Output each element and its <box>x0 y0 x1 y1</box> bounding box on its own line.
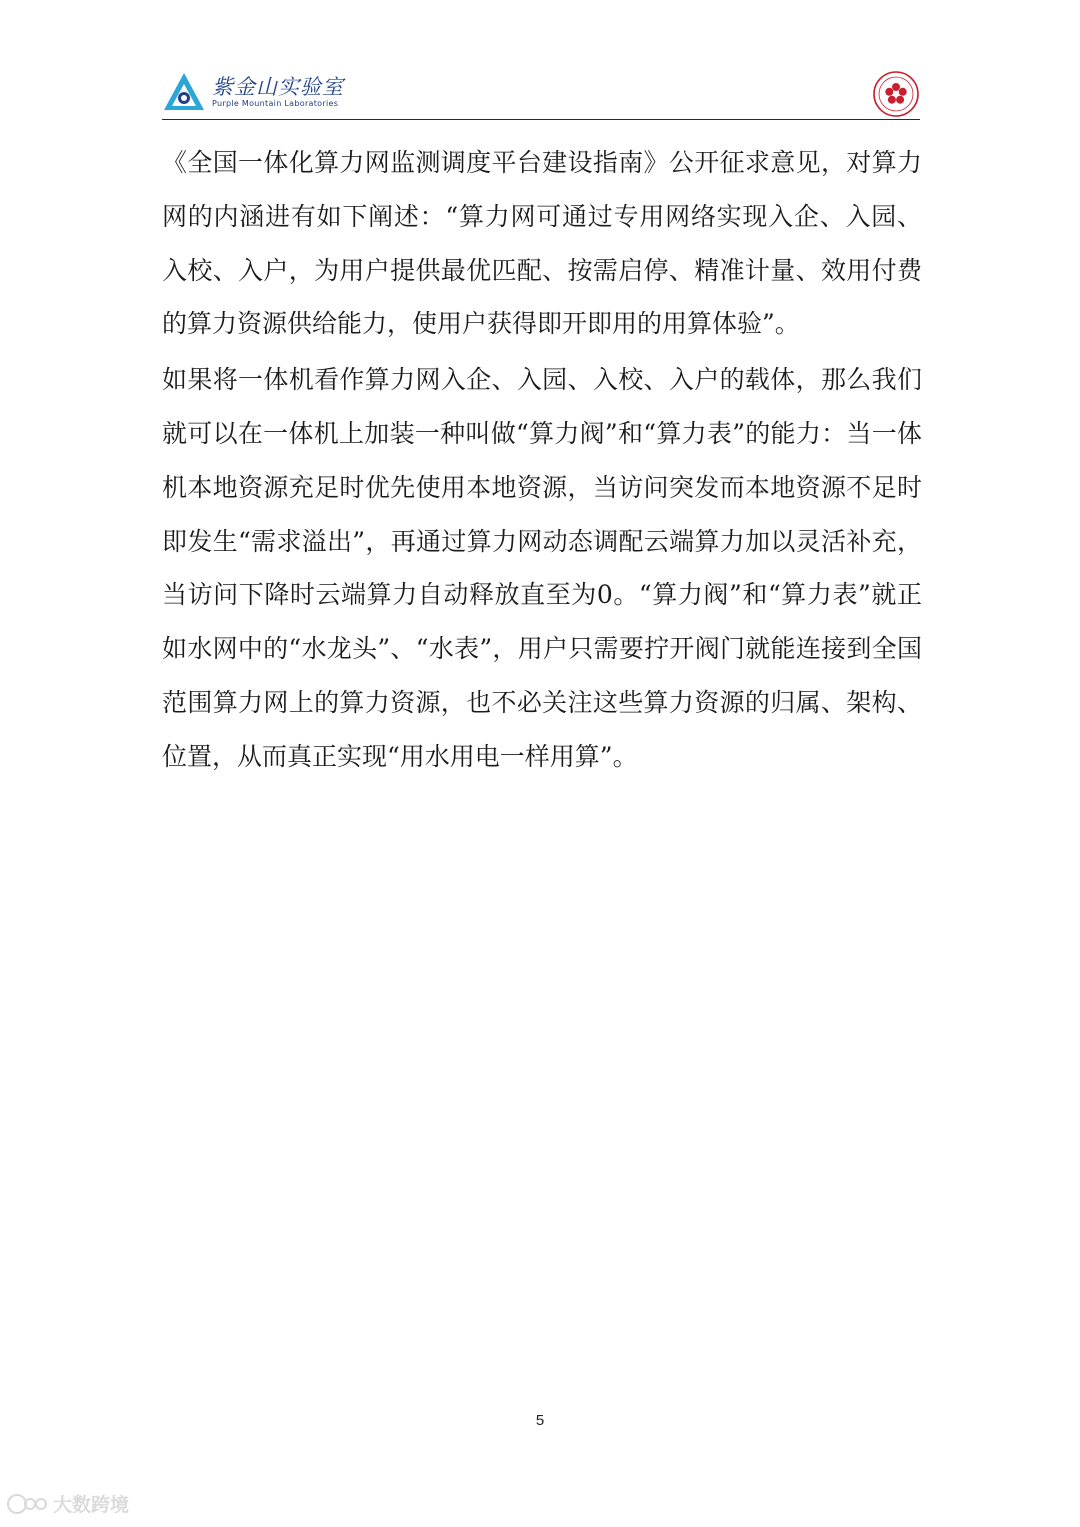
logo-english-name: Purple Mountain Laboratories <box>212 99 339 108</box>
watermark-text: 大数跨境 <box>53 1494 130 1516</box>
watermark-logo-icon <box>6 1493 50 1515</box>
paragraph-1: 《全国一体化算力网监测调度平台建设指南》公开征求意见，对算力网的内涵进有如下阐述：“算力网可通过专用网络实现入企、入园、入校、入户，为用户提供最优匹配、按需启停、精准计量、效用付费的算力资源供给能力，使用户获得即开即用的用算体验”。 <box>162 148 922 339</box>
paragraph-2: 如果将一体机看作算力网入企、入园、入校、入户的载体，那么我们就可以在一体机上加装一种叫做“算力阀”和“算力表”的能力：当一体机本地资源充足时优先使用本地资源，当访问突发而本地资源不足时即发生“需求溢出”，再通过算力网动态调配云端算力加以灵活补充，当访问下降时云端算力自动释放直至为0。“算力阀”和“算力表”就正如水网中的“水龙头”、“水表”，用户只需要拧开阀门就能连接到全国范围算力网上的算力资源，也不必关注这些算力资源的归属、架构、位置，从而真正实现“用水用电一样用算”。 <box>162 365 922 771</box>
page-number: 5 <box>535 1412 545 1429</box>
mountain-triangle-icon <box>162 70 206 114</box>
body-text <box>162 136 922 784</box>
header-divider <box>162 119 920 120</box>
institution-seal-icon <box>872 70 920 118</box>
watermark <box>6 1490 129 1517</box>
page-header <box>162 68 920 120</box>
lab-logo <box>162 68 344 116</box>
logo-chinese-name: 紫金山实验室 <box>212 75 344 99</box>
